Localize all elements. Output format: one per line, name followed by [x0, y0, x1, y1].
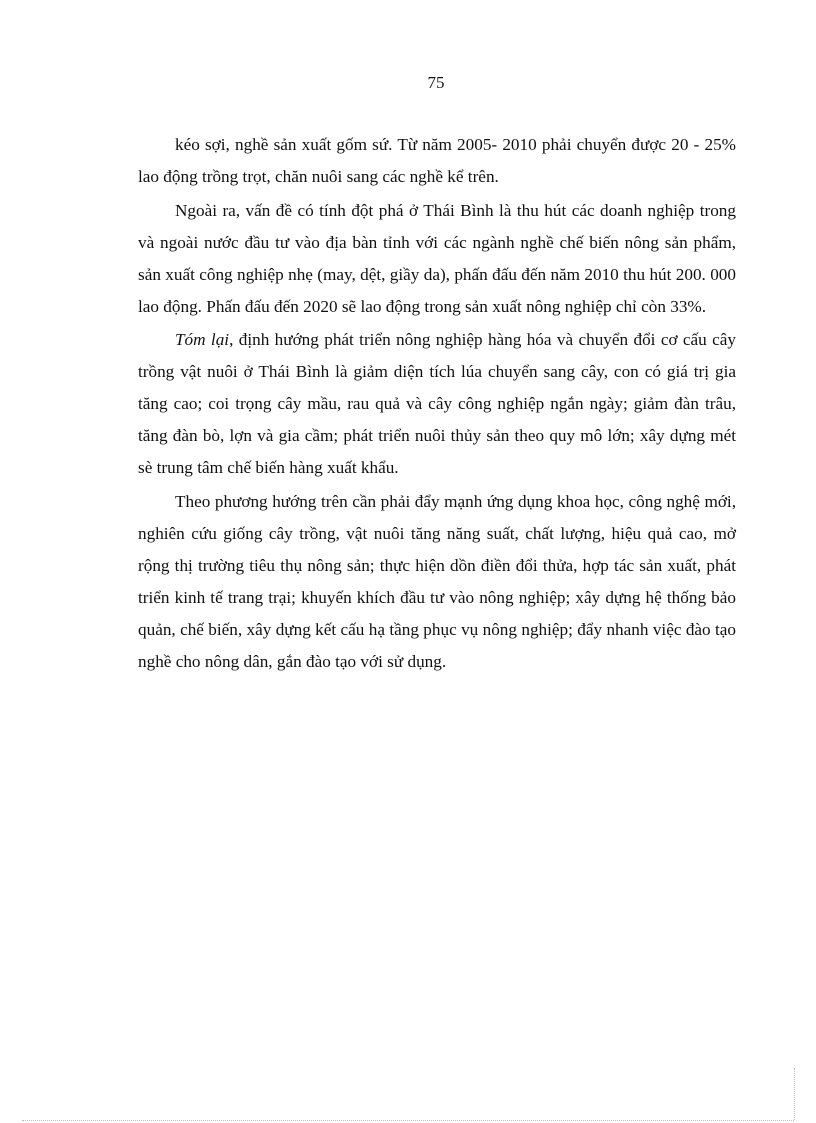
paragraph-3-text: , định hướng phát triển nông nghiệp hàng hóa và chuyển đổi cơ cấu cây trồng vật nuôi ở Thái Bình là giảm diện tích lúa chuyển sang cây, con có giá trị gia tăng cao; coi trọng cây mầu, rau quả và cây công nghiệp ngắn ngày; giảm đàn trâu, tăng đàn bò, lợn và gia cầm; phát triển nuôi thủy sản theo quy mô lớn; xây dựng mét sè trung tâm chế biến hàng xuất khẩu.	[138, 330, 736, 477]
paragraph-2	[138, 195, 736, 323]
page-number: 75	[427, 73, 445, 92]
paragraph-3	[138, 324, 736, 484]
page-border-bottom	[22, 1120, 794, 1121]
paragraph-4	[138, 486, 736, 678]
paragraph-2-text: Ngoài ra, vấn đề có tính đột phá ở Thái Bình là thu hút các doanh nghiệp trong và ngoài nước đầu tư vào địa bàn tỉnh với các ngành nghề chế biến nông sản phẩm, sản xuất công nghiệp nhẹ (may, dệt, giầy da), phấn đấu đến năm 2010 thu hút 200. 000 lao động. Phấn đấu đến 2020 sẽ lao động trong sản xuất nông nghiệp chỉ còn 33%.	[138, 200, 736, 316]
paragraph-1	[138, 129, 736, 193]
paragraph-1-text: kéo sợi, nghề sản xuất gốm sứ. Từ năm 2005- 2010 phải chuyển được 20 - 25% lao động trồng trọt, chăn nuôi sang các nghề kể trên.	[138, 135, 736, 186]
paragraph-4-text: Theo phương hướng trên cần phải đẩy mạnh ứng dụng khoa học, công nghệ mới, nghiên cứu giống cây trồng, vật nuôi tăng năng suất, chất lượng, hiệu quả cao, mở rộng thị trường tiêu thụ nông sản; thực hiện dồn điền đổi thửa, hợp tác sản xuất, phát triển kinh tế trang trại; khuyến khích đầu tư vào nông nghiệp; xây dựng hệ thống bảo quản, chế biến, xây dựng kết cấu hạ tầng phục vụ nông nghiệp; đẩy nhanh việc đào tạo nghề cho nông dân, gắn đào tạo với sử dụng.	[138, 491, 736, 671]
page-border-right	[794, 1068, 795, 1120]
paragraph-3-lead: Tóm lại	[175, 330, 230, 349]
body-text	[138, 129, 736, 679]
